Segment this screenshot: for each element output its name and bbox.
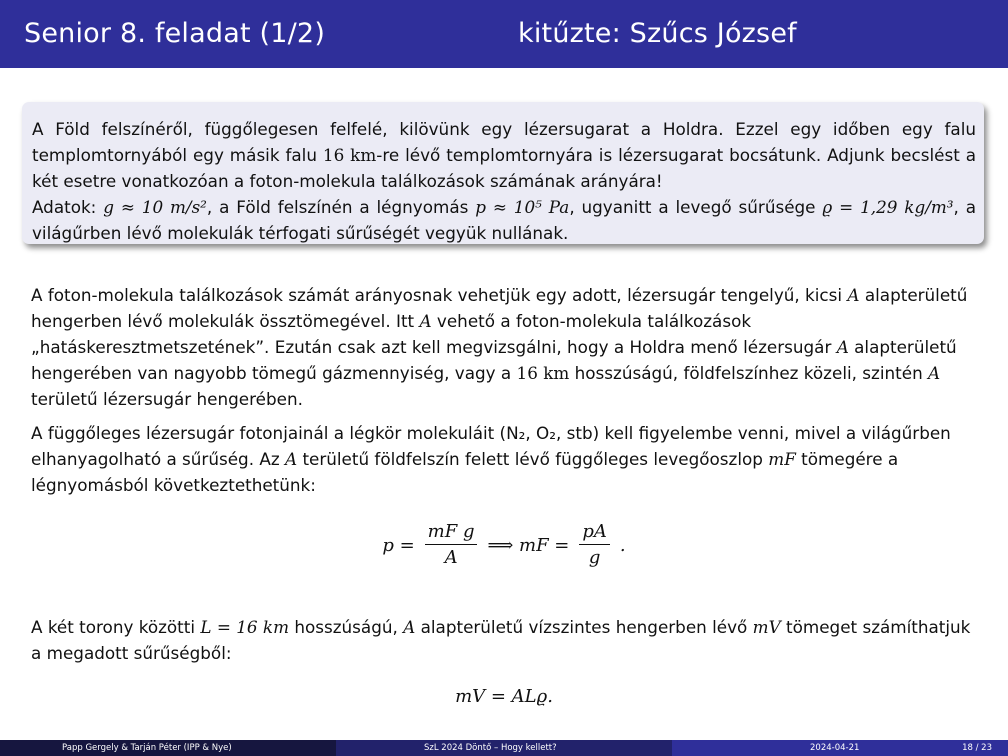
text: hosszúságú,	[289, 617, 404, 637]
text: területű földfelszín felett lévő függőleges levegőoszlop	[297, 449, 769, 469]
text: alapterületű hengerében van nagyobb tömegű gázmennyiség, vagy a	[31, 337, 957, 383]
solution-paragraph-3	[31, 614, 981, 666]
text: vehető a foton-molekula találkozások „hatáskeresztmetszetének”. Ezután csak azt kell megvizsgálni, hogy a Holdra menő lézersugár	[31, 311, 837, 357]
slide-footer	[0, 740, 1008, 756]
problem-sentence-2: -re lévő templomtornyára is lézersugarat bocsátunk. Adjunk becslést a két esetre vonatkozóan a foton-molekula találkozások számának arányára!	[32, 145, 976, 191]
text: tömegére a légnyomásból következtethetünk:	[31, 449, 899, 495]
footer-date-section	[672, 740, 1008, 756]
problem-statement-text	[32, 116, 976, 246]
text: hosszúságú, földfelszínhez közeli, szintén	[569, 363, 929, 383]
area-symbol: A	[928, 363, 941, 383]
problem-sentence-1: A Föld felszínéről, függőlegesen felfelé, kilövünk egy lézersugarat a Holdra. Ezzel egy időben egy falu templomtornyából egy másik falu	[32, 119, 976, 165]
problem-statement-box	[22, 102, 984, 244]
eq1-end: .	[619, 535, 626, 556]
pressure-value: p ≈ 10⁵ Pa	[475, 197, 570, 217]
text: alapterületű vízszintes hengerben lévő	[415, 617, 753, 637]
footer-date: 2024-04-21	[810, 743, 860, 753]
text: alapterületű hengerben lévő molekulák össztömegével. Itt	[31, 285, 968, 331]
equation-row	[382, 520, 625, 571]
slide-header	[0, 0, 1008, 68]
slide-title: Senior 8. feladat (1/2)	[24, 18, 326, 49]
solution-body-2	[31, 614, 981, 674]
fraction-1-numerator: mF g	[425, 520, 478, 545]
equation-pressure	[0, 520, 1008, 576]
area-symbol: A	[836, 337, 849, 357]
problem-sentence-4: , a Föld felszínén a légnyomás	[206, 197, 476, 217]
mass-f-symbol: mF	[768, 449, 796, 469]
text: területű lézersugár hengerében.	[31, 389, 303, 409]
fraction-2-numerator: pA	[579, 520, 610, 545]
eq1-lhs: p =	[382, 535, 415, 556]
problem-author: kitűzte: Szűcs József	[518, 18, 797, 49]
text: A függőleges lézersugár fotonjainál a légkör molekuláit (N₂, O₂, stb) kell figyelembe venni, mivel a világűrben elhanyagolható a sűrűség. Az	[31, 423, 951, 469]
fraction-2-denominator: g	[588, 547, 601, 568]
problem-sentence-5: , ugyanitt a levegő sűrűsége	[569, 197, 823, 217]
area-symbol: A	[847, 285, 860, 305]
text: A foton-molekula találkozások számát arányosnak vehetjük egy adott, lézersugár tengelyű, kicsi	[31, 285, 848, 305]
mass-v-symbol: mV	[752, 617, 781, 637]
area-symbol: A	[403, 617, 416, 637]
fraction-1	[425, 520, 478, 571]
solution-paragraph-2	[31, 420, 981, 498]
density-value: ϱ = 1,29 kg/m³	[822, 197, 954, 217]
footer-event: SzL 2024 Döntő – Hogy kellett?	[424, 743, 557, 753]
length-value: L = 16 km	[200, 617, 289, 637]
equation-mass-v: mV = ALϱ.	[455, 686, 553, 707]
footer-page-number: 18 / 23	[962, 743, 992, 753]
footer-authors-section	[0, 740, 336, 756]
eq1-implies: ⟹ mF =	[487, 535, 570, 556]
solution-paragraph-1	[31, 282, 981, 412]
footer-event-section	[336, 740, 672, 756]
distance-value: 16 km	[322, 145, 377, 165]
fraction-2	[579, 520, 610, 571]
footer-authors: Papp Gergely & Tarján Péter (IPP & Nye)	[62, 743, 232, 753]
data-label: Adatok:	[32, 197, 104, 217]
fraction-1-denominator: A	[444, 547, 458, 568]
gravity-value: g ≈ 10 m/s²	[103, 197, 207, 217]
problem-sentence-6: , a világűrben lévő molekulák térfogati sűrűségét vegyük nullának.	[32, 197, 977, 243]
area-symbol: A	[284, 449, 298, 469]
area-symbol: A	[419, 311, 432, 331]
text: tömeget számíthatjuk a megadott sűrűségből:	[31, 617, 971, 663]
distance-value: 16 km	[516, 363, 570, 383]
solution-body	[31, 282, 981, 506]
text: A két torony közötti	[31, 617, 201, 637]
